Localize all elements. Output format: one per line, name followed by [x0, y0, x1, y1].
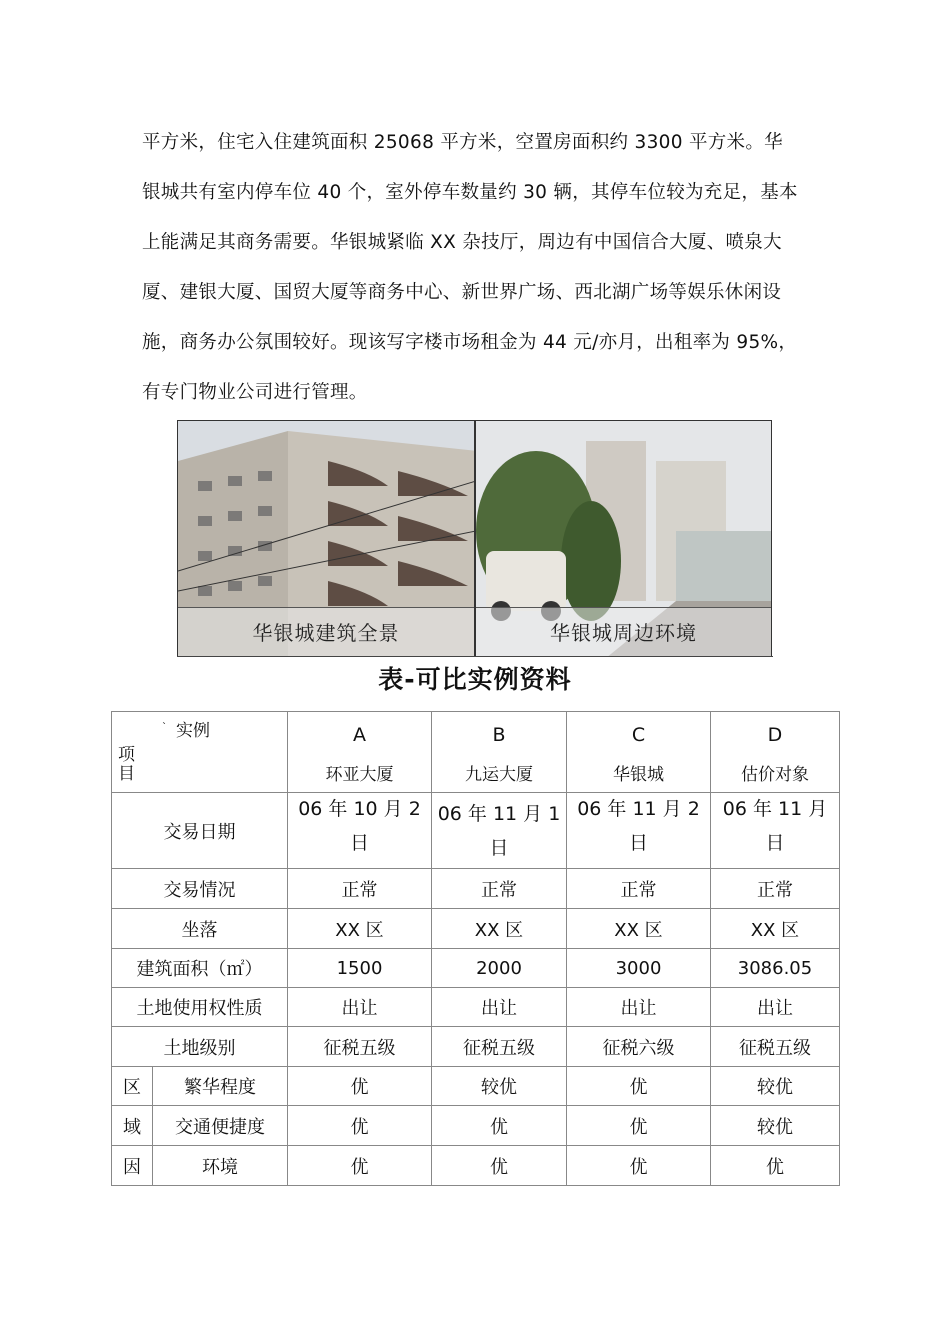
table-cell: 2000	[432, 949, 567, 988]
column-header: C 华银城	[567, 712, 711, 793]
body-paragraph	[142, 118, 842, 418]
table-cell: 正常	[711, 869, 840, 909]
table-cell: 优	[567, 1067, 711, 1106]
table-cell: 出让	[432, 988, 567, 1027]
divider	[177, 656, 773, 657]
header-row	[112, 712, 840, 793]
row-label: 交易情况	[112, 869, 288, 909]
row-label: 环境	[153, 1146, 288, 1186]
comparables-table	[111, 711, 840, 1186]
table-cell: XX 区	[567, 909, 711, 949]
paragraph-line: 银城共有室内停车位 40 个，室外停车数量约 30 辆，其停车位较为充足，基本	[142, 182, 798, 203]
table-cell: XX 区	[288, 909, 432, 949]
table-row	[112, 1067, 840, 1106]
table-row	[112, 869, 840, 909]
table-cell: 优	[711, 1146, 840, 1186]
corner-bottom: 项 目	[118, 745, 135, 784]
table-cell: 1500	[288, 949, 432, 988]
table-cell: 出让	[711, 988, 840, 1027]
building-photo	[177, 420, 475, 657]
corner-top: 实例	[176, 721, 210, 741]
paragraph-line: 厦、建银大厦、国贸大厦等商务中心、新世界广场、西北湖广场等娱乐休闲设	[142, 282, 782, 303]
row-label: 交通便捷度	[153, 1106, 288, 1146]
table-cell: 优	[567, 1146, 711, 1186]
table-row	[112, 1146, 840, 1186]
table-cell: 06 年 11 月 日	[711, 793, 840, 869]
table-cell: 正常	[432, 869, 567, 909]
photo-caption: 华银城周边环境	[550, 621, 697, 645]
table-row	[112, 949, 840, 988]
paragraph-line: 有专门物业公司进行管理。	[142, 382, 368, 403]
region-label-char: 因	[112, 1146, 153, 1186]
table-cell: 征税五级	[288, 1027, 432, 1067]
table-cell: 06 年 11 月 1 日	[432, 793, 567, 869]
table-cell: 较优	[432, 1067, 567, 1106]
table-row	[112, 793, 840, 869]
row-label: 土地使用权性质	[112, 988, 288, 1027]
table-cell: 3086.05	[711, 949, 840, 988]
environment-photo	[475, 420, 772, 657]
table-cell: 06 年 11 月 2 日	[567, 793, 711, 869]
column-header: A 环亚大厦	[288, 712, 432, 793]
paragraph-line: 施，商务办公氛围较好。现该写字楼市场租金为 44 元/亦月，出租率为 95%，	[142, 332, 798, 353]
table-cell: 较优	[711, 1067, 840, 1106]
region-label-char: 区	[112, 1067, 153, 1106]
corner-header: ` 实例 项 目	[112, 712, 288, 793]
table-row	[112, 1106, 840, 1146]
photo-strip	[177, 420, 772, 657]
table-cell: 正常	[567, 869, 711, 909]
column-header: D 估价对象	[711, 712, 840, 793]
table-cell: XX 区	[432, 909, 567, 949]
table-cell: 3000	[567, 949, 711, 988]
table-cell: 征税五级	[432, 1027, 567, 1067]
table-cell: 06 年 10 月 2 日	[288, 793, 432, 869]
region-label-char: 域	[112, 1106, 153, 1146]
table-row	[112, 988, 840, 1027]
column-header: B 九运大厦	[432, 712, 567, 793]
photo-caption: 华银城建筑全景	[252, 621, 400, 645]
table-cell: 较优	[711, 1106, 840, 1146]
table-title: 表-可比实例资料	[378, 665, 572, 694]
row-label: 坐落	[112, 909, 288, 949]
row-label: 建筑面积（㎡）	[112, 949, 288, 988]
table-cell: 优	[288, 1106, 432, 1146]
table-cell: 优	[432, 1146, 567, 1186]
table-cell: 出让	[288, 988, 432, 1027]
table-cell: 征税六级	[567, 1027, 711, 1067]
table-cell: 优	[567, 1106, 711, 1146]
table-cell: 优	[288, 1067, 432, 1106]
table-row	[112, 909, 840, 949]
table-row	[112, 1027, 840, 1067]
row-label: 土地级别	[112, 1027, 288, 1067]
table-cell: 优	[288, 1146, 432, 1186]
table-cell: 正常	[288, 869, 432, 909]
paragraph-line: 平方米，住宅入住建筑面积 25068 平方米，空置房面积约 3300 平方米。华	[142, 132, 783, 153]
table-cell: XX 区	[711, 909, 840, 949]
table-cell: 优	[432, 1106, 567, 1146]
paragraph-line: 上能满足其商务需要。华银城紧临 XX 杂技厅，周边有中国信合大厦、喷泉大	[142, 232, 782, 253]
row-label: 交易日期	[112, 793, 288, 869]
row-label: 繁华程度	[153, 1067, 288, 1106]
table-cell: 出让	[567, 988, 711, 1027]
table-cell: 征税五级	[711, 1027, 840, 1067]
